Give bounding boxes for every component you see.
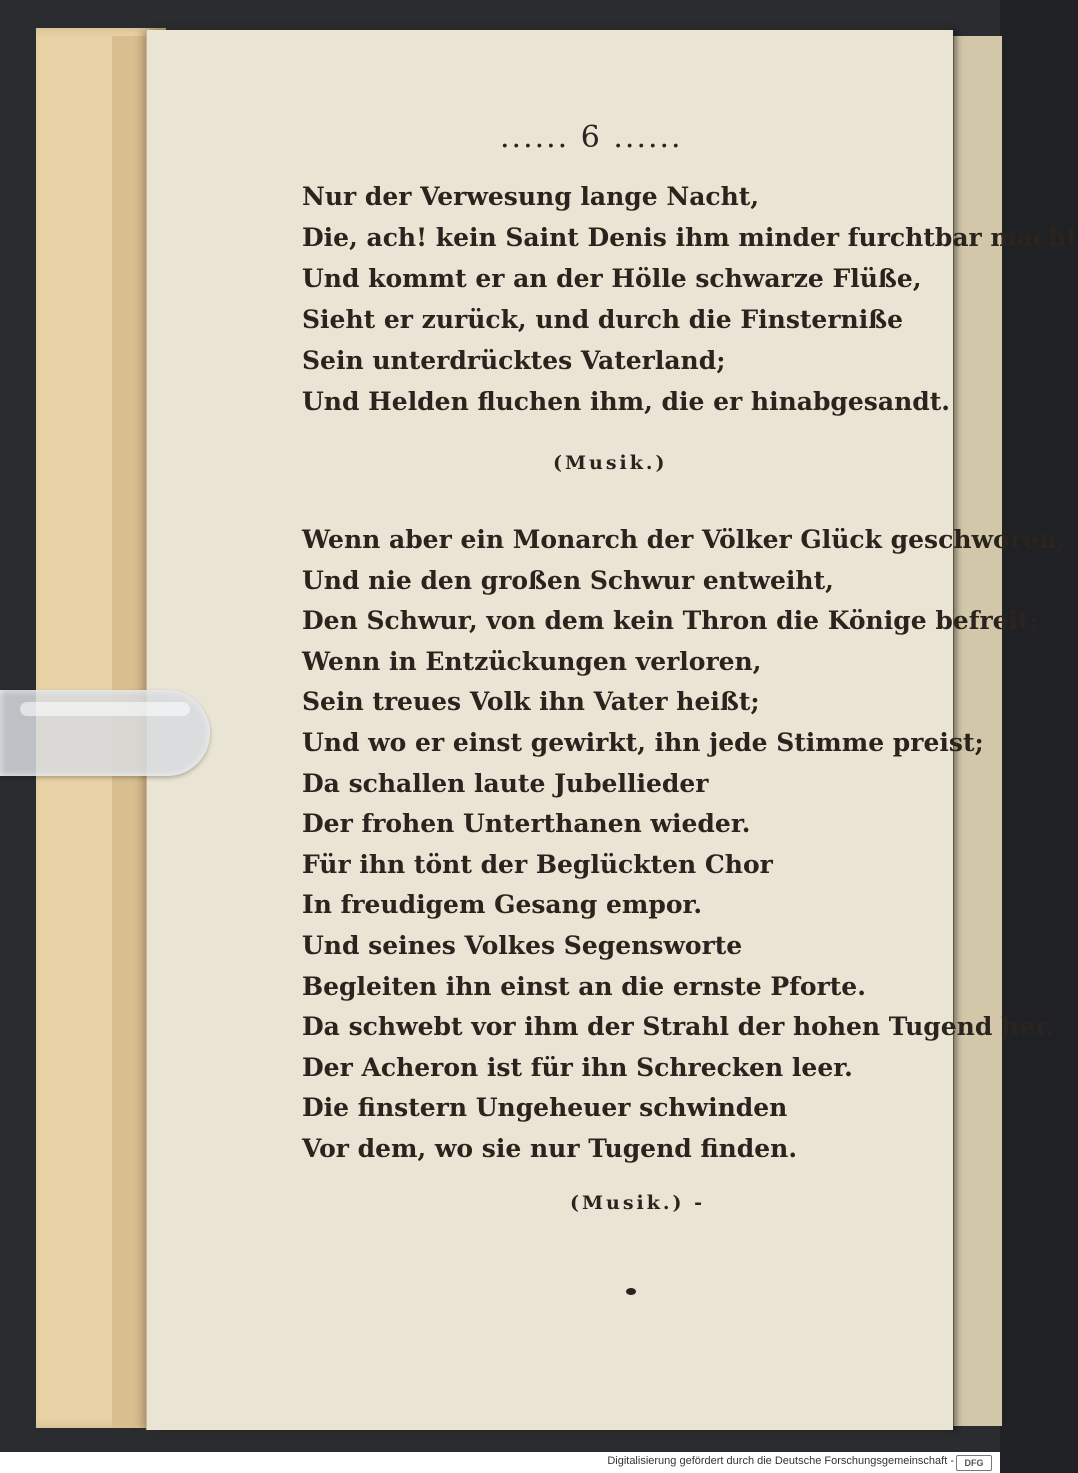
verse-line: Nur der Verwesung lange Nacht, bbox=[302, 182, 760, 211]
verse-line: Wenn in Entzückungen verloren, bbox=[302, 646, 762, 676]
verse-line: Und seines Volkes Segensworte bbox=[302, 930, 743, 960]
verse-line: Der frohen Unterthanen wieder. bbox=[302, 809, 751, 839]
verse-line: Und Helden fluchen ihm, die er hinabgesandt. bbox=[302, 387, 950, 416]
verse-line: Sein treues Volk ihn Vater heißt; bbox=[302, 687, 760, 717]
stage-direction-music: (Musik.) bbox=[553, 452, 668, 474]
verse-line: Den Schwur, von dem kein Thron die Könige befreit; bbox=[302, 606, 1039, 636]
stage-direction-music: (Musik.) - bbox=[570, 1192, 706, 1214]
verse-line: Und kommt er an der Hölle schwarze Flüße, bbox=[302, 264, 922, 293]
verse-line: Für ihn tönt der Beglückten Chor bbox=[302, 849, 773, 879]
verse-line: Vor dem, wo sie nur Tugend finden. bbox=[302, 1133, 798, 1163]
verse-line: Der Acheron ist für ihn Schrecken leer. bbox=[302, 1052, 853, 1082]
verse-line: Die finstern Ungeheuer schwinden bbox=[302, 1093, 788, 1123]
verse-line: Und nie den großen Schwur entweiht, bbox=[302, 565, 834, 595]
digitization-footer bbox=[0, 1452, 1000, 1473]
verse-line: Und wo er einst gewirkt, ihn jede Stimme preist; bbox=[302, 727, 984, 757]
ink-speck bbox=[626, 1288, 636, 1295]
verse-line: Die, ach! kein Saint Denis ihm minder furchtbar macht bbox=[302, 223, 1078, 252]
dfg-logo: DFG bbox=[956, 1455, 992, 1471]
stanza-1 bbox=[302, 176, 1078, 422]
verse-line: Sein unterdrücktes Vaterland; bbox=[302, 346, 726, 375]
verse-line: Da schwebt vor ihm der Strahl der hohen Tugend her. bbox=[302, 1012, 1055, 1042]
page-number-header: ...... 6 ...... bbox=[500, 120, 683, 155]
funding-credit: Digitalisierung gefördert durch die Deutsche Forschungsgemeinschaft - bbox=[607, 1455, 954, 1467]
verse-line: Da schallen laute Jubellieder bbox=[302, 768, 709, 798]
verse-line: Sieht er zurück, und durch die Finsterniße bbox=[302, 305, 904, 334]
verse-line: Wenn aber ein Monarch der Völker Glück geschworen, bbox=[302, 525, 1066, 554]
stanza-2 bbox=[302, 520, 1066, 1170]
glass-highlight bbox=[20, 702, 190, 716]
verse-line: Begleiten ihn einst an die ernste Pforte. bbox=[302, 971, 866, 1001]
verse-line: In freudigem Gesang empor. bbox=[302, 890, 703, 920]
